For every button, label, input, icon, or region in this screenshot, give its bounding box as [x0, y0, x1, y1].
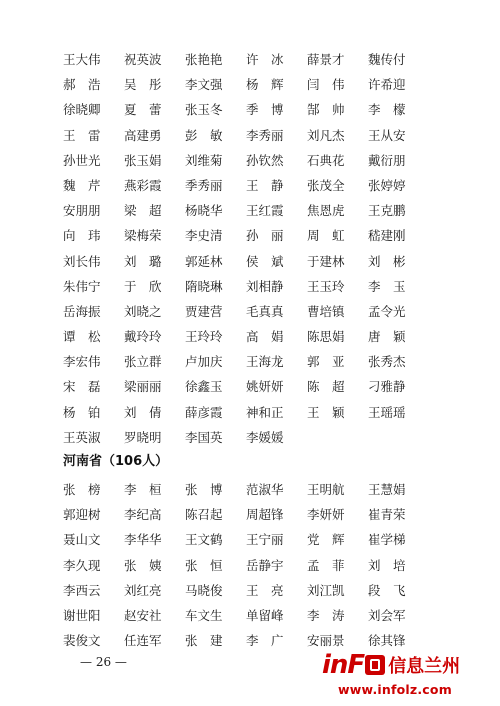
person-name: 张 建 [185, 633, 223, 649]
person-name: 李 广 [246, 633, 284, 649]
person-name: 张茂全 [307, 177, 345, 193]
person-name: 陈思娟 [307, 329, 345, 345]
person-name: 李华华 [124, 532, 162, 548]
person-name: 梁 超 [124, 203, 162, 219]
person-name: 毛真真 [246, 303, 284, 319]
person-name: 刘相静 [246, 278, 284, 294]
person-name: 向 玮 [63, 228, 101, 244]
person-name: 王文鹤 [185, 532, 223, 548]
person-name: 李文强 [185, 77, 223, 93]
person-name: 徐晓卿 [63, 102, 101, 118]
person-name: 安朋朋 [63, 203, 101, 219]
person-name: 王英淑 [63, 429, 101, 445]
person-name: 吴 彤 [124, 77, 162, 93]
person-name: 戴衍朋 [368, 152, 406, 168]
person-name: 杨 铂 [63, 404, 101, 420]
person-name: 孙钦然 [246, 152, 284, 168]
logo-text: inF [322, 650, 365, 680]
person-name: 任连军 [124, 633, 162, 649]
person-name: 王 颖 [307, 404, 345, 420]
person-name: 徐鑫玉 [185, 379, 223, 395]
person-name: 朱伟宁 [63, 278, 101, 294]
person-name: 李 玉 [368, 278, 406, 294]
person-name: 刘 培 [368, 557, 406, 573]
person-name: 王瑶瑶 [368, 404, 406, 420]
person-name: 郭延林 [185, 253, 223, 269]
person-name: 焦恩虎 [307, 203, 345, 219]
person-name: 魏传付 [368, 52, 406, 67]
person-name: 赵安社 [124, 607, 162, 623]
person-name: 梁梅荣 [124, 228, 162, 244]
name-grid-henan [63, 477, 443, 653]
person-name: 李媛媛 [246, 429, 284, 445]
person-name: 张艳艳 [185, 52, 223, 67]
person-name: 李秀丽 [246, 127, 284, 143]
person-name: 高 娟 [246, 329, 284, 345]
person-name: 李妍妍 [307, 507, 345, 523]
person-name: 岳静宇 [246, 557, 284, 573]
person-name: 孙 丽 [246, 228, 284, 244]
person-name: 李 桓 [124, 482, 162, 497]
person-name: 李 檬 [368, 102, 406, 118]
person-name: 张 恒 [185, 557, 223, 573]
person-name: 于 欣 [124, 278, 162, 294]
person-name: 刘维菊 [185, 152, 223, 168]
person-name: 王从安 [368, 127, 406, 143]
person-name: 刘红亮 [124, 582, 162, 598]
person-name: 燕彩霞 [124, 177, 162, 193]
person-name: 王红霞 [246, 203, 284, 219]
person-name: 张 博 [185, 482, 223, 497]
person-name: 杨晓华 [185, 203, 223, 219]
person-name: 王 亮 [246, 582, 284, 598]
logo-mark-icon [365, 655, 385, 675]
person-name: 许希迎 [368, 77, 406, 93]
person-name: 唐 颖 [368, 329, 406, 345]
person-name: 李国英 [185, 429, 223, 445]
person-name: 范淑华 [246, 482, 284, 497]
person-name: 张立群 [124, 354, 162, 370]
person-name: 刁雅静 [368, 379, 406, 395]
person-name: 张秀杰 [368, 354, 406, 370]
person-name: 岳海振 [63, 303, 101, 319]
person-name: 彭 敏 [185, 127, 223, 143]
person-name: 李史清 [185, 228, 223, 244]
person-name: 王海龙 [246, 354, 284, 370]
person-name: 神和正 [246, 404, 284, 420]
person-name: 许 冰 [246, 52, 284, 67]
person-name: 戴玲玲 [124, 329, 162, 345]
person-name: 王大伟 [63, 52, 101, 67]
person-name: 车文生 [185, 607, 223, 623]
person-name: 王明航 [307, 482, 345, 497]
person-name: 杨 辉 [246, 77, 284, 93]
person-name: 王宁丽 [246, 532, 284, 548]
person-name: 周 虹 [307, 228, 345, 244]
person-name: 石典花 [307, 152, 345, 168]
person-name: 薛景才 [307, 52, 345, 67]
person-name: 季秀丽 [185, 177, 223, 193]
person-name: 陈召起 [185, 507, 223, 523]
person-name: 安丽景 [307, 633, 345, 649]
person-name: 隋晓琳 [185, 278, 223, 294]
person-name: 曹培镇 [307, 303, 345, 319]
person-name: 嵇建刚 [368, 228, 406, 244]
person-name: 党 辉 [307, 532, 345, 548]
person-name: 李 涛 [307, 607, 345, 623]
logo-chinese-text: 信息兰州 [388, 656, 461, 677]
person-name: 魏 芹 [63, 177, 101, 193]
person-name: 张玉娟 [124, 152, 162, 168]
person-name: 孙世光 [63, 152, 101, 168]
person-name: 周超锋 [246, 507, 284, 523]
person-name: 王 雷 [63, 127, 101, 143]
person-name: 郝 浩 [63, 77, 101, 93]
person-name: 陈 超 [307, 379, 345, 395]
person-name: 郜 帅 [307, 102, 345, 118]
person-name: 张玉冬 [185, 102, 223, 118]
person-name: 李西云 [63, 582, 101, 598]
person-name: 崔青荣 [368, 507, 406, 523]
person-name: 高建勇 [124, 127, 162, 143]
person-name: 王 静 [246, 177, 284, 193]
person-name: 张婷婷 [368, 177, 406, 193]
person-name: 裴俊文 [63, 633, 101, 649]
person-name: 祝英波 [124, 52, 162, 67]
person-name: 刘 彬 [368, 253, 406, 269]
person-name: 段 飞 [368, 582, 406, 598]
person-name: 张 姨 [124, 557, 162, 573]
person-name: 王玉玲 [307, 278, 345, 294]
person-name: 单留峰 [246, 607, 284, 623]
section-title-henan: 河南省（106人） [63, 454, 169, 469]
person-name: 卢加庆 [185, 354, 223, 370]
person-name: 孟 菲 [307, 557, 345, 573]
person-name: 聂山文 [63, 532, 101, 548]
person-name: 张 榜 [63, 482, 101, 497]
person-name: 刘长伟 [63, 253, 101, 269]
person-name: 夏 蕾 [124, 102, 162, 118]
person-name: 侯 斌 [246, 253, 284, 269]
person-name: 李久现 [63, 557, 101, 573]
person-name: 刘江凯 [307, 582, 345, 598]
person-name: 刘 倩 [124, 404, 162, 420]
person-name: 谭 松 [63, 329, 101, 345]
person-name: 徐其锋 [368, 633, 406, 649]
person-name: 谢世阳 [63, 607, 101, 623]
person-name: 李纪高 [124, 507, 162, 523]
person-name: 宋 磊 [63, 379, 101, 395]
watermark-url: www.infolz.com [338, 682, 452, 697]
person-name: 闫 伟 [307, 77, 345, 93]
person-name: 王慧娟 [368, 482, 406, 497]
person-name: 季 博 [246, 102, 284, 118]
person-name: 梁丽丽 [124, 379, 162, 395]
infolz-logo [322, 650, 460, 680]
page-number: — 26 — [80, 655, 127, 669]
person-name: 王克鹏 [368, 203, 406, 219]
person-name: 王玲玲 [185, 329, 223, 345]
person-name: 郭迎树 [63, 507, 101, 523]
person-name: 刘会军 [368, 607, 406, 623]
person-name: 孟令光 [368, 303, 406, 319]
person-name: 马晓俊 [185, 582, 223, 598]
person-name: 姚妍妍 [246, 379, 284, 395]
person-name: 贾建营 [185, 303, 223, 319]
person-name: 崔学梯 [368, 532, 406, 548]
person-name: 罗晓明 [124, 429, 162, 445]
person-name: 郭 亚 [307, 354, 345, 370]
person-name: 刘凡杰 [307, 127, 345, 143]
person-name: 刘 璐 [124, 253, 162, 269]
person-name: 薛彦霞 [185, 404, 223, 420]
person-name: 李宏伟 [63, 354, 101, 370]
name-grid-top [63, 47, 443, 450]
person-name: 刘晓之 [124, 303, 162, 319]
person-name: 于建林 [307, 253, 345, 269]
